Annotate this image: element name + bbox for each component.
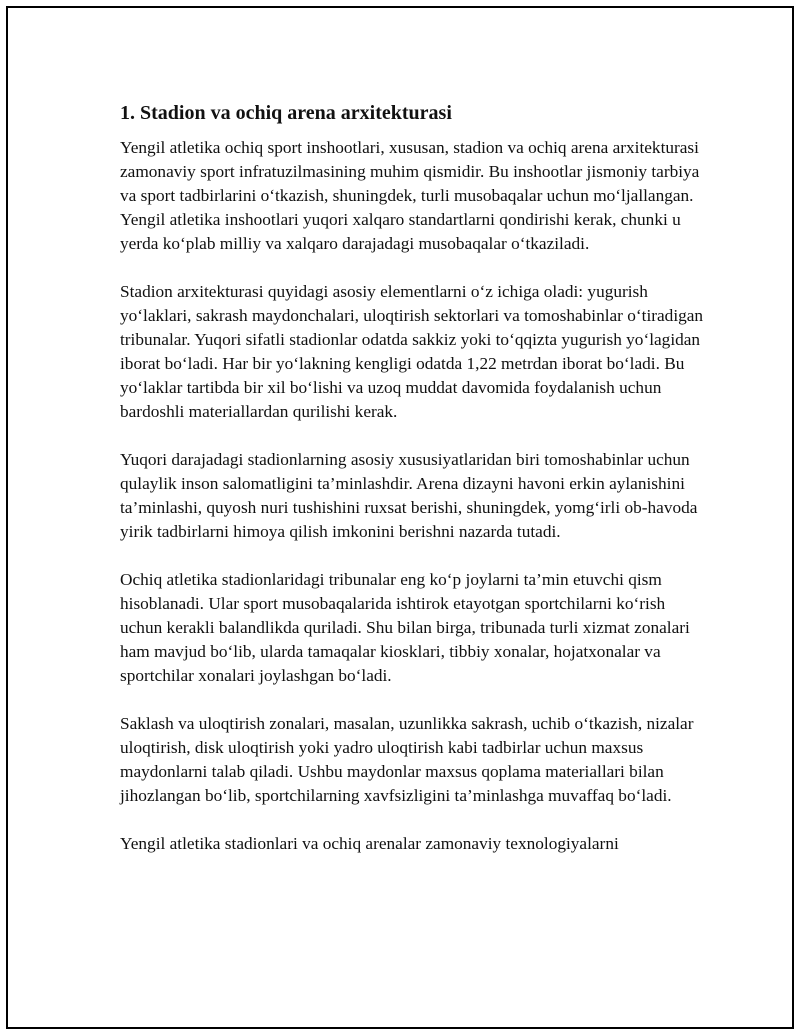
- document-page: [6, 6, 794, 1029]
- paragraph-6: Yengil atletika stadionlari va ochiq arenalar zamonaviy texnologiyalarni: [120, 834, 619, 853]
- paragraph-5: Saklash va uloqtirish zonalari, masalan, uzunlikka sakrash, uchib o‘tkazish, nizalar uloqtirish, disk uloqtirish yoki yadro uloqtirish kabi tadbirlar uchun maxsus maydonlarni talab qiladi. Ushbu maydonlar maxsus qoplama materiallari bilan jihozlangan bo‘lib, sportchilarning xavfsizligini ta’minlashga muvaffaq bo‘ladi.: [120, 714, 694, 805]
- paragraph-3: Yuqori darajadagi stadionlarning asosiy xususiyatlaridan biri tomoshabinlar uchun qulaylik inson salomatligini ta’minlashdir. Arena dizayni havoni erkin aylanishini ta’minlashi, quyosh nuri tushishini ruxsat berishi, shuningdek, yomg‘irli ob-havoda yirik tadbirlarni himoya qilish imkonini berishni nazarda tutadi.: [120, 450, 698, 541]
- section-heading: 1. Stadion va ochiq arena arxitekturasi: [120, 102, 452, 124]
- paragraph-4: Ochiq atletika stadionlaridagi tribunalar eng ko‘p joylarni ta’min etuvchi qism hisoblanadi. Ular sport musobaqalarida ishtirok etayotgan sportchilarni ko‘rish uchun kerakli balandlikda quriladi. Shu bilan birga, tribunada turli xizmat zonalari ham mavjud bo‘lib, ularda tamaqalar kiosklari, tibbiy xonalar, hojatxonalar va sportchilar xonalari joylashgan bo‘ladi.: [120, 570, 690, 685]
- paragraph-2: Stadion arxitekturasi quyidagi asosiy elementlarni o‘z ichiga oladi: yugurish yo‘laklari, sakrash maydonchalari, uloqtirish sektorlari va tomoshabinlar o‘tiradigan tribunalar. Yuqori sifatli stadionlar odatda sakkiz yoki to‘qqizta yugurish yo‘lagidan iborat bo‘ladi. Har bir yo‘lakning kengligi odatda 1,22 metrdan iborat bo‘ladi. Bu yo‘laklar tartibda bir xil bo‘lishi va uzoq muddat davomida foydalanish uchun bardoshli materiallardan qurilishi kerak.: [120, 282, 704, 421]
- paragraph-1: Yengil atletika ochiq sport inshootlari, xususan, stadion va ochiq arena arxitekturasi zamonaviy sport infratuzilmasining muhim qismidir. Bu inshootlar jismoniy tarbiya va sport tadbirlarini o‘tkazish, shuningdek, turli musobaqalar uchun mo‘ljallangan. Yengil atletika inshootlari yuqori xalqaro standartlarni qondirishi kerak, chunki u yerda ko‘plab milliy va xalqaro darajadagi musobaqalar o‘tkaziladi.: [120, 138, 700, 253]
- document-body: [120, 98, 710, 880]
